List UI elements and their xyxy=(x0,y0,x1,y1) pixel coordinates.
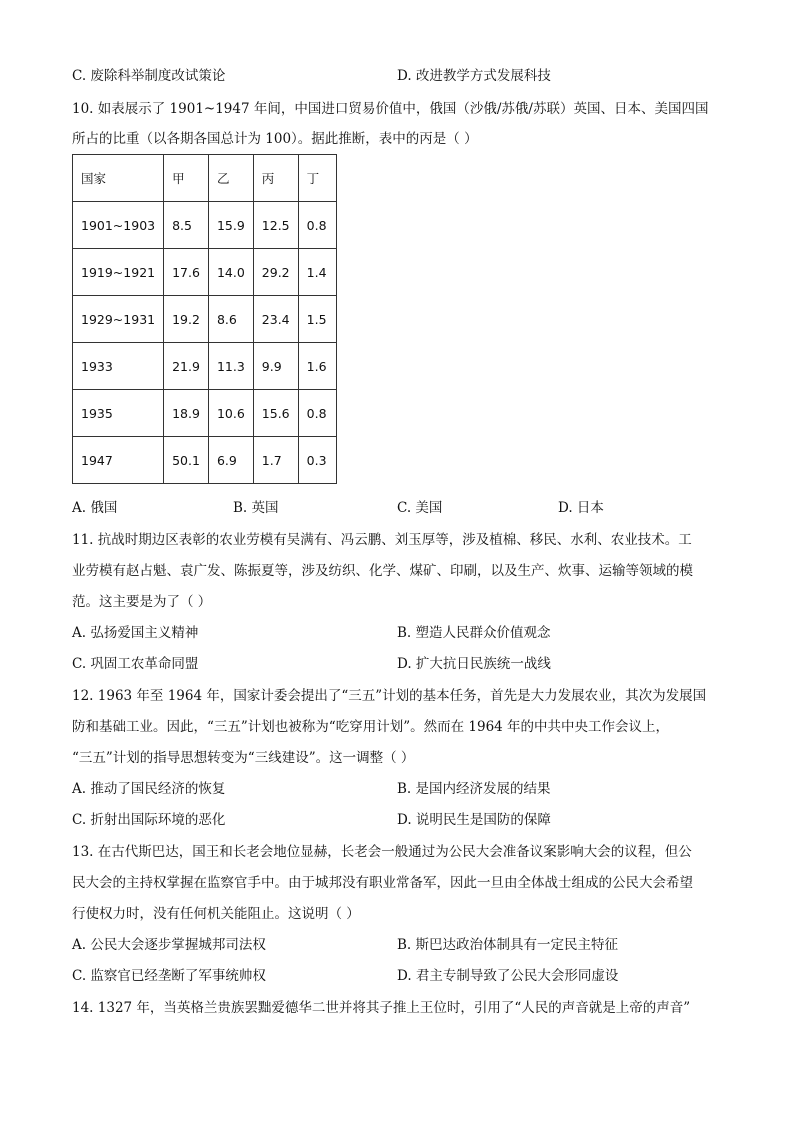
table-cell: 1.6 xyxy=(298,343,336,390)
table-cell: 10.6 xyxy=(208,390,253,437)
q13-stem-line1: 13. 在古代斯巴达，国王和长老会地位显赫，长老会一般通过为公民大会准备议案影响大会的议程，但公 xyxy=(72,844,692,860)
table-cell: 21.9 xyxy=(164,343,209,390)
q13-option-c[interactable]: C. 监察官已经垄断了军事统帅权 xyxy=(72,968,266,984)
table-cell: 1.7 xyxy=(253,437,298,484)
table-cell: 1.5 xyxy=(298,296,336,343)
q12-stem-line3: “三五”计划的指导思想转变为“三线建设”。这一调整（ ） xyxy=(72,750,415,766)
q10-option-b[interactable]: B. 英国 xyxy=(233,500,279,516)
table-cell: 0.8 xyxy=(298,202,336,249)
q13-option-a[interactable]: A. 公民大会逐步掌握城邦司法权 xyxy=(72,937,266,953)
table-cell: 11.3 xyxy=(208,343,253,390)
table-cell: 1.4 xyxy=(298,249,336,296)
q14-stem-line1: 14. 1327 年，当英格兰贵族罢黜爱德华二世并将其子推上王位时，引用了“人民的声音就是上帝的声音” xyxy=(72,1000,691,1016)
table-cell: 8.5 xyxy=(164,202,209,249)
q12-option-b[interactable]: B. 是国内经济发展的结果 xyxy=(397,781,551,797)
table-cell: 15.9 xyxy=(208,202,253,249)
table-row xyxy=(73,437,337,484)
q11-option-b[interactable]: B. 塑造人民群众价值观念 xyxy=(397,625,551,641)
q10-option-a[interactable]: A. 俄国 xyxy=(72,500,118,516)
table-cell: 18.9 xyxy=(164,390,209,437)
q11-stem-line2: 业劳模有赵占魁、袁广发、陈振夏等，涉及纺织、化学、煤矿、印刷，以及生产、炊事、运输等领域的模 xyxy=(72,563,693,579)
table-cell: 12.5 xyxy=(253,202,298,249)
q9-option-d[interactable]: D. 改进教学方式发展科技 xyxy=(397,68,551,84)
table-cell: 0.3 xyxy=(298,437,336,484)
table-cell: 17.6 xyxy=(164,249,209,296)
table-cell: 19.2 xyxy=(164,296,209,343)
q12-stem-line1: 12. 1963 年至 1964 年，国家计委会提出了“三五”计划的基本任务，首先是大力发展农业，其次为发展国 xyxy=(72,688,707,704)
table-row xyxy=(73,202,337,249)
table-row xyxy=(73,390,337,437)
q11-stem-line1: 11. 抗战时期边区表彰的农业劳模有吴满有、冯云鹏、刘玉厚等，涉及植棉、移民、水利、农业技术。工 xyxy=(72,532,692,548)
table-row xyxy=(73,249,337,296)
table-cell: 1901~1903 xyxy=(73,202,164,249)
q9-option-c[interactable]: C. 废除科举制度改试策论 xyxy=(72,68,226,84)
q10-option-c[interactable]: C. 美国 xyxy=(397,500,443,516)
table-cell: 1935 xyxy=(73,390,164,437)
table-header-cell: 丙 xyxy=(253,155,298,202)
q11-option-a[interactable]: A. 弘扬爱国主义精神 xyxy=(72,625,199,641)
table-cell: 0.8 xyxy=(298,390,336,437)
q12-option-d[interactable]: D. 说明民生是国防的保障 xyxy=(397,812,551,828)
table-header-cell: 乙 xyxy=(208,155,253,202)
table-row xyxy=(73,343,337,390)
table-row xyxy=(73,296,337,343)
q11-stem-line3: 范。这主要是为了（ ） xyxy=(72,594,212,610)
table-header-cell: 国家 xyxy=(73,155,164,202)
q13-option-d[interactable]: D. 君主专制导致了公民大会形同虚设 xyxy=(397,968,619,984)
table-cell: 1929~1931 xyxy=(73,296,164,343)
q11-option-d[interactable]: D. 扩大抗日民族统一战线 xyxy=(397,656,551,672)
table-cell: 9.9 xyxy=(253,343,298,390)
table-header-cell: 甲 xyxy=(164,155,209,202)
q10-stem-line1: 10. 如表展示了 1901~1947 年间，中国进口贸易价值中，俄国（沙俄/苏俄/苏联）英国、日本、美国四国 xyxy=(72,101,709,117)
table-cell: 23.4 xyxy=(253,296,298,343)
q12-option-c[interactable]: C. 折射出国际环境的恶化 xyxy=(72,812,226,828)
table-header-row xyxy=(73,155,337,202)
q13-stem-line3: 行使权力时，没有任何机关能阻止。这说明（ ） xyxy=(72,906,360,922)
q10-stem-line2: 所占的比重（以各期各国总计为 100）。据此推断，表中的丙是（ ） xyxy=(72,131,478,147)
q11-option-c[interactable]: C. 巩固工农革命同盟 xyxy=(72,656,199,672)
table-cell: 29.2 xyxy=(253,249,298,296)
q12-option-a[interactable]: A. 推动了国民经济的恢复 xyxy=(72,781,226,797)
table-cell: 8.6 xyxy=(208,296,253,343)
table-cell: 6.9 xyxy=(208,437,253,484)
q10-option-d[interactable]: D. 日本 xyxy=(558,500,604,516)
q10-trade-table xyxy=(72,154,337,484)
table-cell: 14.0 xyxy=(208,249,253,296)
table-cell: 1947 xyxy=(73,437,164,484)
table-cell: 1933 xyxy=(73,343,164,390)
q13-option-b[interactable]: B. 斯巴达政治体制具有一定民主特征 xyxy=(397,937,619,953)
table-cell: 15.6 xyxy=(253,390,298,437)
q13-stem-line2: 民大会的主持权掌握在监察官手中。由于城邦没有职业常备军，因此一旦由全体战士组成的公民大会希望 xyxy=(72,875,693,891)
table-cell: 50.1 xyxy=(164,437,209,484)
table-cell: 1919~1921 xyxy=(73,249,164,296)
table-header-cell: 丁 xyxy=(298,155,336,202)
q12-stem-line2: 防和基础工业。因此，“三五”计划也被称为“吃穿用计划”。然而在 1964 年的中共中央工作会议上， xyxy=(72,719,670,735)
